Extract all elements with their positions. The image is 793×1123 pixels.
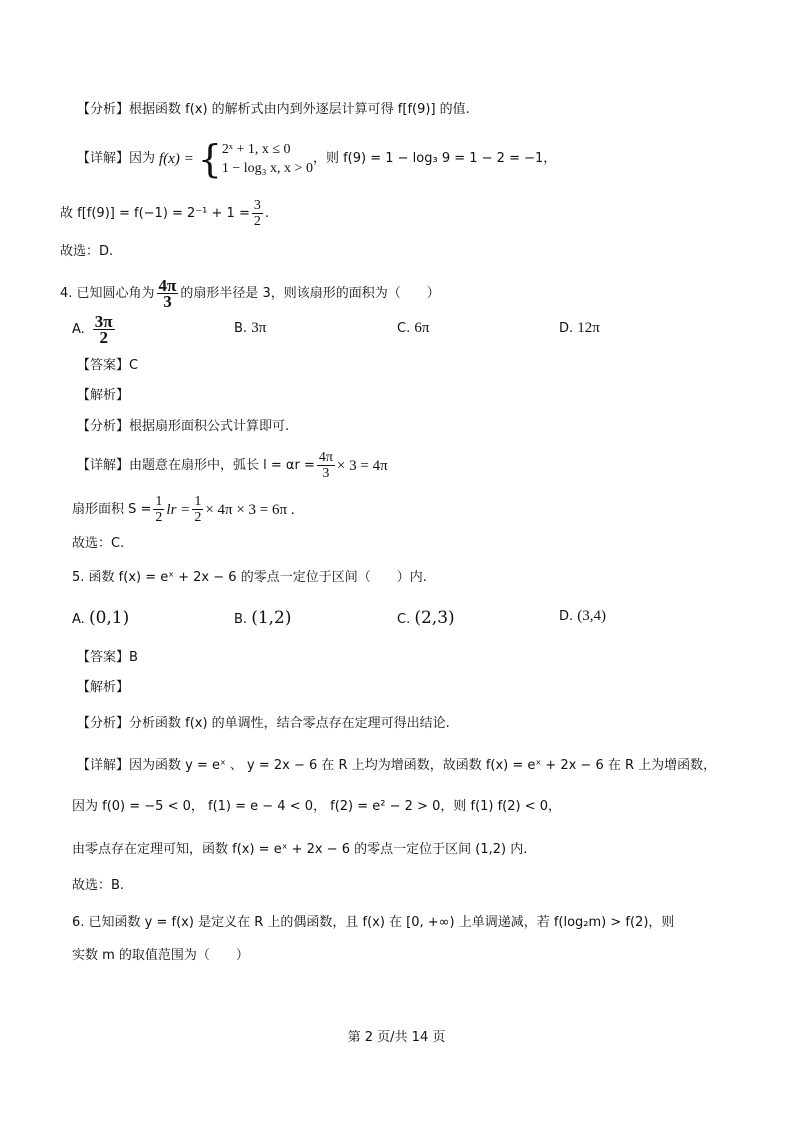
question-5: 5. 函数 f(x) = eˣ + 2x − 6 的零点一定位于区间（ ）内. <box>72 570 427 585</box>
case-2: 1 − log₃ x, x > 0 <box>221 161 313 176</box>
question-6-line-2: 实数 m 的取值范围为（ ） <box>72 948 249 963</box>
detail-line-q3 <box>77 137 557 181</box>
fraction-3-2: $\frac{3}{2}$ <box>253 198 261 229</box>
q4-choose: 故选：C. <box>72 536 125 551</box>
detail-label: 【详解】因为 <box>77 151 156 166</box>
question-4: 4. 已知圆心角为 $\frac{4\pi}{3}$ 的扇形半径是 3，则该扇形的面积为（ ） <box>60 276 440 311</box>
analysis-line-q3: 【分析】根据函数 f(x) 的解析式由内到外逐层计算可得 f[f(9)] 的值. <box>77 102 470 117</box>
case-1: 2ˣ + 1, x ≤ 0 <box>221 142 291 157</box>
q5-explain: 【解析】 <box>77 680 130 695</box>
q4-option-c[interactable]: C. 6π <box>397 320 430 336</box>
q5-detail-2: 因为 f(0) = −5 < 0， f(1) = e − 4 < 0， f(2) = e² − 2 > 0，则 f(1) f(2) < 0， <box>72 799 562 814</box>
arc-fraction: $\frac{4\pi}{3}$ <box>318 450 333 481</box>
q5-choose: 故选：B. <box>72 878 125 893</box>
piecewise-function: { 2ˣ + 1, x ≤ 0 1 − log₃ x, x > 0 <box>197 137 313 181</box>
q5-detail-1: 【详解】因为函数 y = eˣ 、 y = 2x − 6 在 R 上均为增函数，故函数 f(x) = eˣ + 2x − 6 在 R 上为增函数， <box>77 758 717 773</box>
q4-explain: 【解析】 <box>77 388 130 403</box>
q5-option-c[interactable]: C. (2,3) <box>397 608 455 628</box>
q4-detail: 【详解】由题意在扇形中，弧长 l = αr = $\frac{4\pi}{3}$ × 3 = 4π <box>77 450 388 481</box>
detail-result: ，则 f(9) = 1 − log₃ 9 = 1 − 2 = −1， <box>312 151 557 166</box>
q5-option-b[interactable]: B. (1,2) <box>234 608 292 628</box>
q4-option-a[interactable]: A. $\frac{3\pi}{2}$ <box>72 312 113 347</box>
q5-detail-3: 由零点存在定理可知，函数 f(x) = eˣ + 2x − 6 的零点一定位于区间 (1,2) 内. <box>72 842 528 857</box>
page-footer: 第 2 页/共 14 页 <box>347 1030 446 1045</box>
q5-analysis: 【分析】分析函数 f(x) 的单调性，结合零点存在定理可得出结论. <box>77 716 450 731</box>
q5-option-a[interactable]: A. (0,1) <box>72 608 130 628</box>
q4-answer: 【答案】C <box>77 358 139 373</box>
conclusion-text: 故 f[f(9)] = f(−1) = 2⁻¹ + 1 = <box>60 205 250 221</box>
question-6-line-1: 6. 已知函数 y = f(x) 是定义在 R 上的偶函数，且 f(x) 在 [0, +∞) 上单调递减，若 f(log₂m) > f(2)，则 <box>72 915 675 930</box>
q4-area: 扇形面积 S = $\frac{1}{2}$ lr = $\frac{1}{2}$ × 4π × 3 = 6π . <box>72 494 295 525</box>
fx-symbol: f(x) = <box>159 151 194 167</box>
angle-fraction: $\frac{4\pi}{3}$ <box>158 276 177 311</box>
conclusion-line-q3: 故 f[f(9)] = f(−1) = 2⁻¹ + 1 = $\frac{3}{2}$ . <box>60 198 269 229</box>
q5-answer: 【答案】B <box>77 650 138 665</box>
q4-analysis: 【分析】根据扇形面积公式计算即可. <box>77 419 290 434</box>
q4-option-d[interactable]: D. 12π <box>559 320 600 336</box>
choose-line-q3: 故选：D. <box>60 244 114 259</box>
q4-option-b[interactable]: B. 3π <box>234 320 267 336</box>
q5-option-d[interactable]: D. (3,4) <box>559 608 607 624</box>
